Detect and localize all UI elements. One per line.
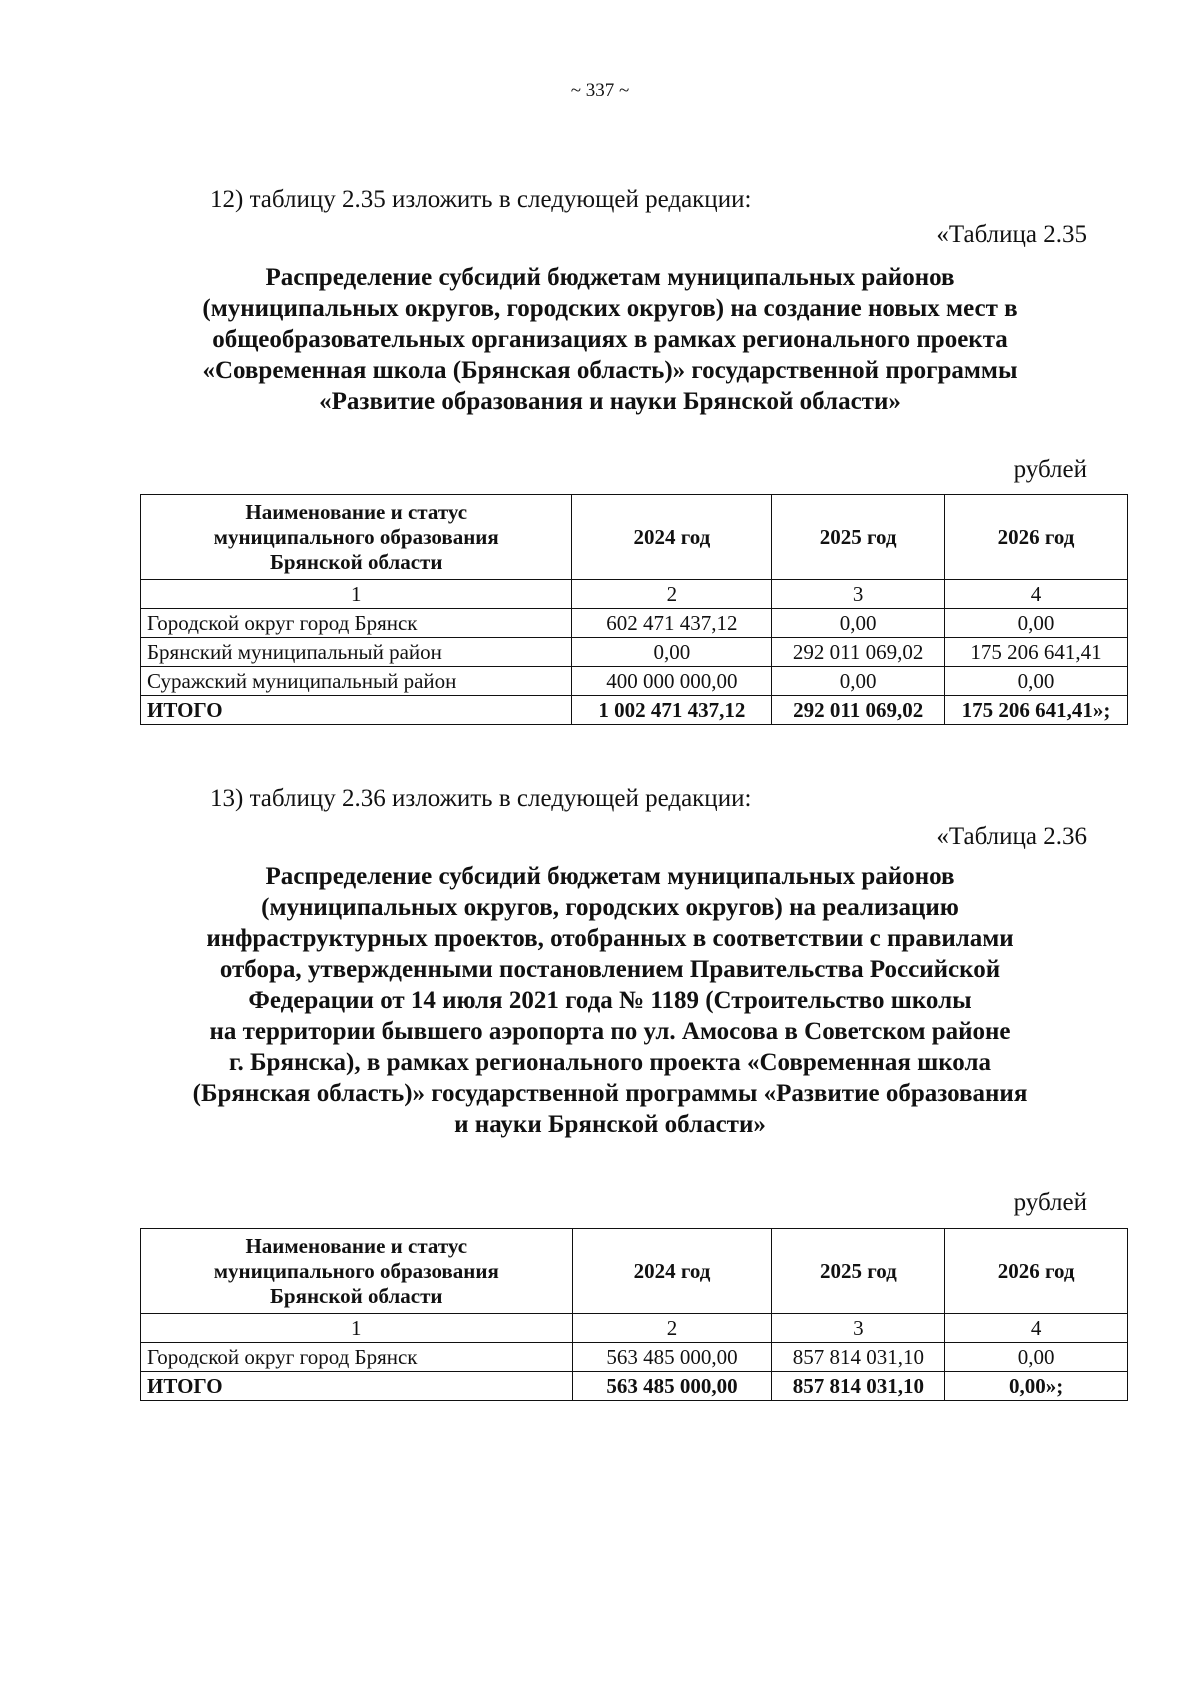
column-number: 4: [945, 580, 1128, 609]
cell-name: Городской округ город Брянск: [141, 609, 572, 638]
total-value: 563 485 000,00: [572, 1372, 772, 1401]
cell-value: 563 485 000,00: [572, 1343, 772, 1372]
paragraph-12: 12) таблицу 2.35 изложить в следующей редакции:: [210, 186, 752, 213]
total-row: [141, 1372, 1128, 1401]
header-name-cell: [141, 1229, 573, 1314]
column-number: 4: [945, 1314, 1128, 1343]
table-title-2-36: [130, 861, 1090, 1140]
column-number: 1: [141, 580, 572, 609]
total-label: ИТОГО: [141, 696, 572, 725]
unit-label: рублей: [1013, 456, 1087, 483]
header-line: Брянской области: [269, 549, 443, 574]
column-number: 2: [572, 1314, 772, 1343]
title-line: «Современная школа (Брянская область)» государственной программы: [202, 357, 1018, 384]
title-line: (муниципальных округов, городских округов) на создание новых мест в: [202, 295, 1018, 322]
cell-value: 400 000 000,00: [572, 667, 772, 696]
table-row: [141, 1343, 1128, 1372]
header-line: муниципального образования: [213, 524, 499, 549]
cell-value: 0,00: [945, 1343, 1128, 1372]
table-header-row: [141, 495, 1128, 580]
title-line: Распределение субсидий бюджетам муниципальных районов: [265, 264, 955, 291]
table-title-2-35: [130, 262, 1090, 417]
title-line: Федерации от 14 июля 2021 года № 1189 (Строительство школы: [248, 987, 972, 1014]
header-line: Наименование и статус: [245, 499, 468, 524]
header-2025: 2025 год: [772, 495, 945, 580]
header-line: Брянской области: [270, 1283, 443, 1308]
cell-value: 0,00: [772, 667, 945, 696]
column-number: 3: [772, 580, 945, 609]
title-line: (муниципальных округов, городских округов) на реализацию: [261, 894, 959, 921]
column-number: 1: [141, 1314, 573, 1343]
table-header-row: [141, 1229, 1128, 1314]
total-value: 292 011 069,02: [772, 696, 945, 725]
title-line: на территории бывшего аэропорта по ул. Амосова в Советском районе: [209, 1018, 1011, 1045]
cell-value: 0,00: [945, 667, 1128, 696]
table-2-36: [140, 1228, 1128, 1401]
cell-value: 602 471 437,12: [572, 609, 772, 638]
paragraph-13: 13) таблицу 2.36 изложить в следующей редакции:: [210, 785, 752, 812]
cell-value: 0,00: [945, 609, 1128, 638]
header-line: Наименование и статус: [245, 1233, 468, 1258]
total-value: 857 814 031,10: [772, 1372, 945, 1401]
cell-value: 857 814 031,10: [772, 1343, 945, 1372]
page-number: ~ 337 ~: [570, 80, 630, 101]
column-number-row: [141, 580, 1128, 609]
total-value: 175 206 641,41»;: [945, 696, 1128, 725]
header-name-cell: [141, 495, 572, 580]
title-line: и науки Брянской области»: [454, 1111, 766, 1138]
header-2026: 2026 год: [945, 495, 1128, 580]
table-label-2-36: «Таблица 2.36: [936, 823, 1087, 850]
cell-value: 175 206 641,41: [945, 638, 1128, 667]
cell-name: Суражский муниципальный район: [141, 667, 572, 696]
title-line: отбора, утвержденными постановлением Правительства Российской: [219, 956, 1001, 983]
header-2026: 2026 год: [945, 1229, 1128, 1314]
cell-value: 0,00: [772, 609, 945, 638]
table-row: [141, 638, 1128, 667]
total-value: 0,00»;: [945, 1372, 1128, 1401]
header-2025: 2025 год: [772, 1229, 945, 1314]
cell-name: Городской округ город Брянск: [141, 1343, 573, 1372]
total-row: [141, 696, 1128, 725]
header-line: муниципального образования: [213, 1258, 499, 1283]
table-row: [141, 667, 1128, 696]
table-label-2-35: «Таблица 2.35: [936, 221, 1087, 248]
unit-label: рублей: [1013, 1189, 1087, 1216]
header-2024: 2024 год: [572, 495, 772, 580]
title-line: (Брянская область)» государственной программы «Развитие образования: [192, 1080, 1028, 1107]
title-line: «Развитие образования и науки Брянской области»: [319, 388, 901, 415]
cell-name: Брянский муниципальный район: [141, 638, 572, 667]
table-2-35: [140, 494, 1128, 725]
cell-value: 0,00: [572, 638, 772, 667]
column-number: 2: [572, 580, 772, 609]
column-number: 3: [772, 1314, 945, 1343]
table-row: [141, 609, 1128, 638]
title-line: г. Брянска), в рамках регионального проекта «Современная школа: [229, 1049, 991, 1076]
column-number-row: [141, 1314, 1128, 1343]
header-2024: 2024 год: [572, 1229, 772, 1314]
title-line: Распределение субсидий бюджетам муниципальных районов: [265, 863, 955, 890]
total-value: 1 002 471 437,12: [572, 696, 772, 725]
total-label: ИТОГО: [141, 1372, 573, 1401]
title-line: инфраструктурных проектов, отобранных в соответствии с правилами: [206, 925, 1014, 952]
title-line: общеобразовательных организациях в рамках регионального проекта: [212, 326, 1008, 353]
cell-value: 292 011 069,02: [772, 638, 945, 667]
